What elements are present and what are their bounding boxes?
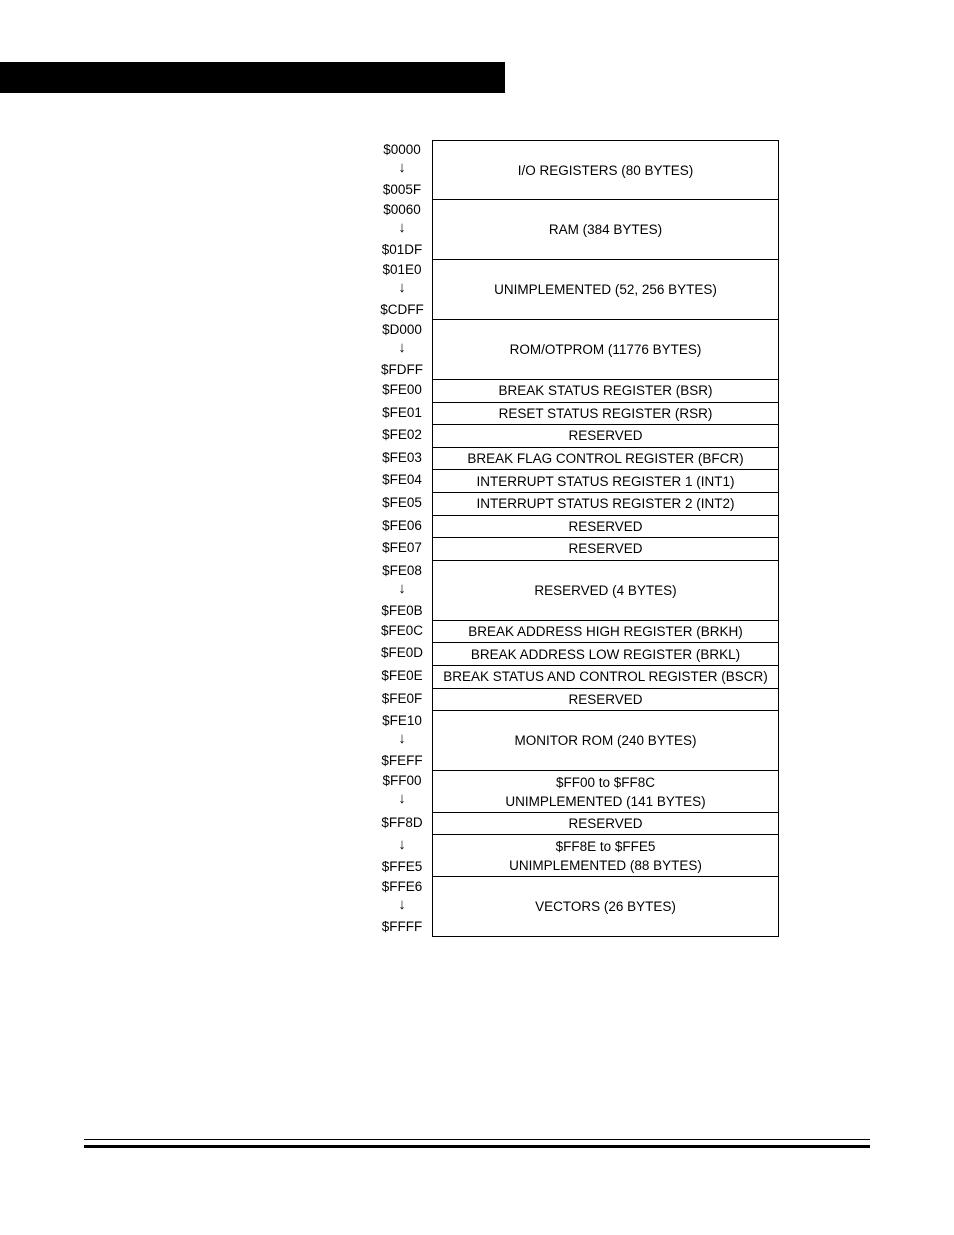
- memory-map-row: [372, 771, 779, 813]
- region-label: RESET STATUS REGISTER (RSR): [498, 405, 713, 421]
- memory-region-cell: [432, 666, 779, 689]
- address-range: [372, 470, 432, 493]
- address-range: [372, 877, 432, 937]
- memory-map-row: [372, 320, 779, 380]
- memory-region-cell: [432, 621, 779, 644]
- memory-map-row: [372, 621, 779, 644]
- address-range: [372, 771, 432, 813]
- end-address: $FDFF: [381, 362, 423, 377]
- region-label: INTERRUPT STATUS REGISTER 2 (INT2): [476, 496, 735, 512]
- memory-map-row: [372, 666, 779, 689]
- memory-region-cell: [432, 689, 779, 712]
- memory-region-cell: [432, 493, 779, 516]
- memory-map-diagram: [372, 140, 779, 937]
- start-address: $FE01: [382, 404, 422, 420]
- memory-map-row: [372, 711, 779, 771]
- memory-region-cell: [432, 561, 779, 621]
- start-address: $FE0D: [380, 645, 424, 661]
- address-range: [372, 448, 432, 471]
- region-range-label: $FF8E to $FFE5: [555, 838, 656, 854]
- start-address: $FE00: [382, 382, 422, 397]
- end-address: $FFFF: [381, 919, 423, 935]
- region-label: BREAK STATUS AND CONTROL REGISTER (BSCR): [443, 669, 768, 685]
- end-address: $FEFF: [381, 753, 423, 769]
- address-range: [372, 493, 432, 516]
- address-range: [372, 689, 432, 712]
- address-range: [372, 813, 432, 835]
- memory-map-row: [372, 643, 779, 666]
- memory-region-cell: [432, 260, 779, 320]
- footer-rule-thick: [84, 1145, 870, 1148]
- down-arrow-icon: ↓: [398, 279, 406, 296]
- memory-map-row: [372, 493, 779, 516]
- down-arrow-icon: ↓: [398, 219, 406, 236]
- memory-map-row: [372, 140, 779, 200]
- memory-map-row: [372, 260, 779, 320]
- start-address: $FE06: [382, 517, 422, 533]
- start-address: $FF00: [382, 773, 422, 789]
- region-label: BREAK ADDRESS LOW REGISTER (BRKL): [470, 646, 741, 662]
- address-range: [372, 403, 432, 426]
- address-range: [372, 666, 432, 689]
- end-address: $01DF: [381, 242, 423, 257]
- memory-region-cell: [432, 320, 779, 380]
- address-range: [372, 561, 432, 621]
- region-label: RESERVED (4 BYTES): [534, 582, 677, 598]
- region-label: RESERVED: [568, 428, 643, 444]
- header-bar: [0, 62, 505, 93]
- down-arrow-icon: ↓: [398, 579, 406, 597]
- start-address: $FE0E: [381, 667, 423, 683]
- start-address: $FE05: [382, 494, 422, 510]
- memory-map-row: [372, 403, 779, 426]
- region-label: I/O REGISTERS (80 BYTES): [517, 162, 694, 178]
- memory-map-row: [372, 470, 779, 493]
- start-address: $FE0F: [381, 690, 423, 706]
- memory-region-cell: [432, 538, 779, 561]
- start-address: $FE0C: [380, 622, 424, 638]
- memory-map-row: [372, 877, 779, 937]
- end-address: $FFE5: [381, 859, 423, 875]
- end-address: $FE0B: [381, 602, 423, 618]
- memory-map-row: [372, 689, 779, 712]
- start-address: $D000: [382, 322, 422, 337]
- region-range-label: $FF00 to $FF8C: [555, 774, 656, 790]
- address-range: [372, 711, 432, 771]
- memory-map-row: [372, 425, 779, 448]
- region-label: RAM (384 BYTES): [548, 222, 663, 237]
- region-label: UNIMPLEMENTED (88 BYTES): [509, 857, 702, 873]
- region-label: RESERVED: [568, 816, 643, 832]
- memory-region-cell: [432, 643, 779, 666]
- start-address: $FE10: [382, 713, 422, 729]
- memory-region-cell: [432, 425, 779, 448]
- region-label: VECTORS (26 BYTES): [535, 899, 676, 915]
- start-address: $01E0: [382, 262, 422, 277]
- memory-region-cell: [432, 140, 779, 200]
- address-range: [372, 380, 432, 403]
- start-address: $FFE6: [381, 879, 423, 895]
- start-address: $0060: [383, 202, 421, 217]
- memory-region-cell: [432, 200, 779, 260]
- memory-region-cell: [432, 470, 779, 493]
- region-label: RESERVED: [568, 518, 643, 534]
- memory-region-cell: [432, 771, 779, 813]
- down-arrow-icon: ↓: [398, 159, 406, 176]
- down-arrow-icon: ↓: [398, 896, 406, 914]
- region-label: UNIMPLEMENTED (141 BYTES): [505, 793, 706, 809]
- memory-region-cell: [432, 877, 779, 937]
- end-address: $CDFF: [380, 302, 424, 317]
- memory-map-row: [372, 538, 779, 561]
- memory-map-row: [372, 200, 779, 260]
- region-label: BREAK ADDRESS HIGH REGISTER (BRKH): [468, 624, 743, 640]
- start-address: $FE07: [382, 540, 422, 556]
- start-address: $FE08: [382, 562, 422, 578]
- region-label: BREAK STATUS REGISTER (BSR): [498, 383, 713, 399]
- address-range: [372, 621, 432, 644]
- region-label: RESERVED: [568, 691, 643, 707]
- memory-map-row: [372, 516, 779, 539]
- address-range: [372, 320, 432, 380]
- address-range: [372, 260, 432, 320]
- address-range: [372, 835, 432, 877]
- memory-region-cell: [432, 403, 779, 426]
- memory-map-row: [372, 561, 779, 621]
- region-label: MONITOR ROM (240 BYTES): [514, 733, 697, 749]
- memory-map-row: [372, 835, 779, 877]
- address-range: [372, 425, 432, 448]
- address-range: [372, 140, 432, 200]
- start-address: $0000: [383, 142, 421, 157]
- address-range: [372, 200, 432, 260]
- start-address: $FE02: [382, 427, 422, 443]
- region-label: UNIMPLEMENTED (52, 256 BYTES): [494, 282, 717, 297]
- memory-region-cell: [432, 516, 779, 539]
- region-label: RESERVED: [568, 541, 643, 557]
- memory-map-row: [372, 813, 779, 835]
- address-range: [372, 643, 432, 666]
- memory-region-cell: [432, 448, 779, 471]
- memory-region-cell: [432, 380, 779, 403]
- down-arrow-icon: ↓: [398, 836, 406, 854]
- memory-region-cell: [432, 835, 779, 877]
- down-arrow-icon: ↓: [398, 790, 406, 808]
- memory-region-cell: [432, 711, 779, 771]
- region-label: ROM/OTPROM (11776 BYTES): [509, 342, 702, 357]
- start-address: $FE04: [382, 472, 422, 488]
- down-arrow-icon: ↓: [398, 339, 406, 356]
- region-label: BREAK FLAG CONTROL REGISTER (BFCR): [467, 451, 744, 467]
- memory-region-cell: [432, 813, 779, 835]
- end-address: $005F: [382, 182, 422, 197]
- memory-map-row: [372, 380, 779, 403]
- address-range: [372, 538, 432, 561]
- memory-map-row: [372, 448, 779, 471]
- region-label: INTERRUPT STATUS REGISTER 1 (INT1): [476, 473, 735, 489]
- start-address: $FE03: [382, 449, 422, 465]
- footer-rule-thin: [84, 1139, 870, 1140]
- down-arrow-icon: ↓: [398, 730, 406, 748]
- start-address: $FF8D: [381, 815, 423, 831]
- address-range: [372, 516, 432, 539]
